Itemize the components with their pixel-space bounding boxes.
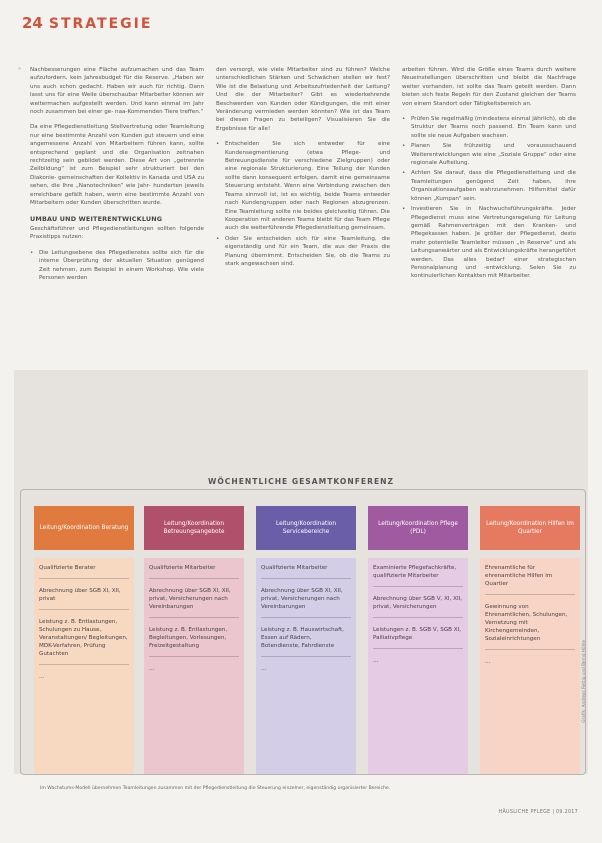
diagram-title: WÖCHENTLICHE GESAMTKONFERENZ xyxy=(207,477,395,486)
list-item: • Achten Sie darauf, dass die Pflegedienstleitung und die Teamleitungen genügend Zeit haben, ihre Organisationsaufgaben wahrzunehmen. Hilfsmittel dafür können „Kumpan“ sein. xyxy=(402,169,576,203)
section-title: STRATEGIE xyxy=(48,16,153,32)
team-detail-cell: … xyxy=(39,674,45,680)
article-column-3 xyxy=(402,66,576,362)
diagram-caption: Im Wachstums-Modell übernehmen Teamleitungen zusammen mit der Pflegedienstleitung die Steuerung einzelner, eigenständig organisierter Bereiche. xyxy=(40,786,391,791)
team-detail-cell: Abrechnung über SGB V, XI, XII, privat, Versicherungen xyxy=(373,595,463,618)
team-detail-cell: … xyxy=(149,666,155,672)
article-columns xyxy=(30,66,576,362)
list-item: • Entscheiden Sie sich entweder für eine Kundensegmentierung (etwa Pflege- und Betreuungsdienste für verschiedene Zielgruppen) oder eine regionale Strukturierung. Eine Teilung der Kunden sollte dann konsequent erfolgen, damit eine gemeinsame Steuerung entsteht. Wenn eine Verbindung zwischen den Teams sinnvoll ist, ist es wichtig, beide Teams entweder nach Kundengruppen oder nach Regionen abzugrenzen. Eine Teamleitung sollte nie beides gleichzeitig führen. Die Kooperation mit anderen Teams bleibt für das Team Pflege auch die weiterführende Pflegedienstleitung gemeinsam. xyxy=(216,140,390,232)
team-detail-cell: Qualifizierte Mitarbeiter xyxy=(149,564,239,579)
paragraph: Nachbesserungen eine Fläche aufzumachen und das Team aufzufordern, kein Jahresbudget für die Reserve. „Haben wir uns auch schon gedacht. Haben wir auch für richtig. Dann lasst uns für eine Weile überschaubar Mitarbeiter können wir weitermachen aufgestellt werden. Und kann einmal im Jahr noch zusammen bei einer ge- naa-Kommenden Tiere treffen.“ xyxy=(30,67,204,116)
team-column xyxy=(256,506,356,774)
team-column xyxy=(368,506,468,774)
team-header: Leitung/Koordination Beratung xyxy=(34,506,134,550)
team-details xyxy=(144,558,244,774)
team-column xyxy=(34,506,134,774)
subheading: UMBAU UND WEITERENTWICKLUNG xyxy=(30,214,163,223)
team-detail-cell: Leistung z. B. Entlastungen, Begleitungen, Vorlesungen, Freizeitgestaltung xyxy=(149,626,239,657)
list-item: • Prüfen Sie regelmäßig (mindestens einmal jährlich), ob die Struktur der Teams noch passend. Ein Team kann und sollte sie neue Aufgaben wachsen. xyxy=(402,115,576,140)
team-header: Leitung/Koordination Hilfen im Quartier xyxy=(480,506,580,550)
team-detail-cell: … xyxy=(485,659,491,665)
team-detail-cell: Qualifizierte Berater xyxy=(39,564,129,579)
paragraph: Geschäftsführer und Pflegedienstleitungen sollten folgende Praxistipps nutzen: xyxy=(30,225,204,241)
team-detail-cell: Ehrenamtliche für ehrenamtliche Hilfen im Quartier xyxy=(485,564,575,595)
team-detail-cell: Abrechnung über SGB XI, XII, privat, Versicherungen nach Vereinbarungen xyxy=(261,587,351,618)
team-details xyxy=(256,558,356,774)
margin-mark: » xyxy=(18,66,22,72)
article-column-2 xyxy=(216,66,390,362)
page-header xyxy=(22,14,152,32)
team-detail-cell: Leistung z. B. Hauswirtschaft, Essen auf Rädern, Botendienste, Fahrdienste xyxy=(261,626,351,657)
article-column-1 xyxy=(30,66,204,362)
team-detail-cell: … xyxy=(261,666,267,672)
team-detail-cell: Examinierte Pflegefachkräfte, qualifizierte Mitarbeiter xyxy=(373,564,463,587)
list-item: • Planen Sie frühzeitig und voraussschauend Weiterentwicklungen wie eine „Soziale Gruppe“ oder eine regionale Aufteilung. xyxy=(402,142,576,167)
team-details xyxy=(34,558,134,774)
team-detail-cell: … xyxy=(373,658,379,664)
page-footer: HÄUSLICHE PFLEGE | 09.2017 xyxy=(498,810,578,815)
graphic-credit: Grafik: Andreas Rettig und Bernd Höhle xyxy=(581,640,586,723)
team-header: Leitung/Koordination Pflege (PDL) xyxy=(368,506,468,550)
list-item: • Oder Sie entscheiden sich für eine Teamleitung, die eigenständig und für ein Team, die aus der Praxis die Planung übernimmt. Entscheiden Sie, ob die Teams zu stark angewachsen sind. xyxy=(216,235,390,269)
team-detail-cell: Qualifizierte Mitarbeiter xyxy=(261,564,351,579)
team-detail-cell: Leistungen z. B. SGB V, SGB XI, Palliativpflege xyxy=(373,626,463,649)
bullet-list xyxy=(30,249,204,283)
team-detail-cell: Abrechnung über SGB XI, XII, privat xyxy=(39,587,129,610)
paragraph: arbeiten führen. Wird die Größe eines Teams durch weitere Neueinstellungen überschritten und bleibt die Nachfrage weiter vorhanden, ist sollte das Team geteilt werden. Dann bieten sich feste Regeln für den Zustand gleichen der Teams von einem Standort oder Tätigkeitsbereich an. xyxy=(402,67,576,107)
bullet-list xyxy=(402,115,576,281)
team-column xyxy=(480,506,580,774)
team-details xyxy=(480,558,580,774)
bullet-list xyxy=(216,140,390,268)
paragraph: Da eine Pflegedienstleitung Stellvertretung oder Teamleitung nur eine bestimmte Anzahl von Kunden gut steuern und eine angemessene Anzahl von Mitarbeitern führen kann, sollte entsprechend geplant und die Organisation zeitnahen rechtzeitig sein gebildet werden. Diese Art von „getrennte Zellbildung“ ist zum Beispiel sehr strukturiert bei den Diakonie- gemeinschaften der Kollektiv in Kanada und USA zu sehen, die Ihre „Nanotechniken“ wie Jahr- hunderten jeweils erreichbare gefällt haben, wenn eine bestimmte Anzahl von Mitarbeitern oder Kunden überschritten wurde. xyxy=(30,124,204,207)
team-header: Leitung/Koordination Betreuungsangebote xyxy=(144,506,244,550)
team-details xyxy=(368,558,468,774)
team-detail-cell: Gewinnung von Ehrenamtlichen, Schulungen, Vernetzung mit Kirchengemeinden, Sozialeinrichtungen xyxy=(485,603,575,650)
team-header: Leitung/Koordination Servicebereiche xyxy=(256,506,356,550)
page-number: 24 xyxy=(22,14,43,32)
team-column xyxy=(144,506,244,774)
team-detail-cell: Leistung z. B. Entlastungen, Schulungen zu Hause, Veranstaltungen/ Begleitungen, MDK-Verfahren, Prüfung Gutachten xyxy=(39,618,129,665)
paragraph: den versorgt, wie viele Mitarbeiter sind zu führen? Welche unterschiedlichen Stärken und Schwächen stellen wir fest? Wie ist die Belastung und Arbeitszufriedenheit der Leitung? Und die der Mitarbeiter? Gibt es wiederkehrende Beschwerden von Kunden oder Kündigungen, die mit einer Veränderung vermieden werden könnten? Wie ist das Team bei diesen Fragen zu beteiligen? Visualisieren Sie die Ergebnisse für alle! xyxy=(216,67,390,132)
list-item: • Investieren Sie in Nachwuchsführungskräfte. Jeder Pflegedienst muss eine Vertretungsregelung für Leitung gemäß Rahmenverträgen mit den Kranken- und Pflegekassen haben. Je größer der Pflegedienst, desto mehr potentielle Teamleiter müssen „in Reserve“ und als Leitungsanwärter und als Entwicklungskräfte herangeführt werden. Das alles bedarf einer strategischen Personalplanung und -entwicklung. Selen Sie zu kontinuierlichen Kontakten mit Mitarbeiter. xyxy=(402,205,576,281)
list-item: • Die Leitungsebene des Pflegedienstes sollte sich für die interne Überprüfung der aktuellen Situation genügend Zeit nehmen, zum Beispiel in einem Workshop. Wie viele Personen werden xyxy=(30,249,204,283)
team-detail-cell: Abrechnung über SGB XI, XII, privat, Versicherungen nach Vereinbarungen xyxy=(149,587,239,618)
